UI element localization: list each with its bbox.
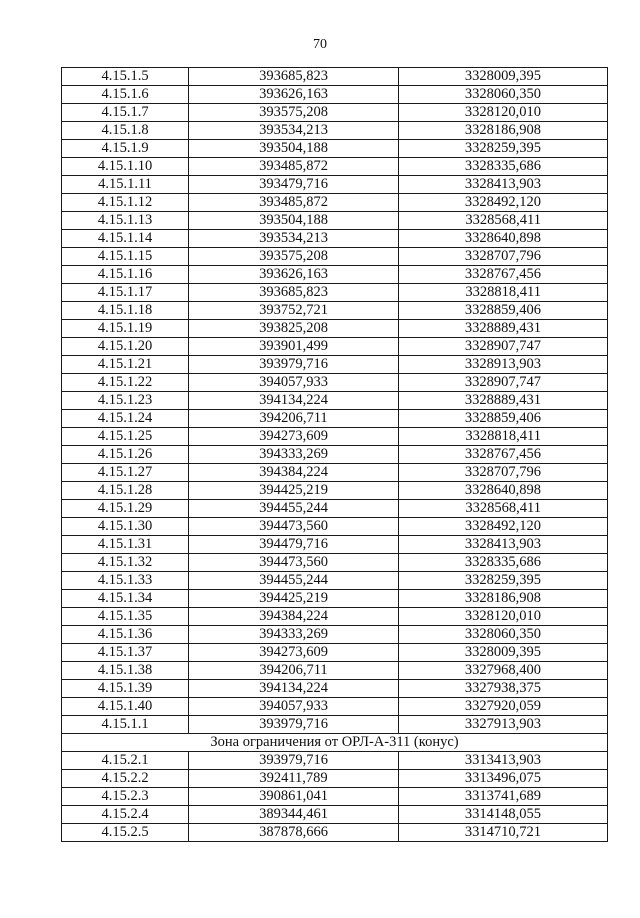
table-row bbox=[62, 806, 608, 824]
x-coordinate-cell: 393979,716 bbox=[189, 716, 399, 734]
point-number-cell: 4.15.1.25 bbox=[62, 428, 189, 446]
table-row bbox=[62, 230, 608, 248]
x-coordinate-cell: 394479,716 bbox=[189, 536, 399, 554]
y-coordinate-cell: 3328568,411 bbox=[399, 212, 608, 230]
point-number-cell: 4.15.1.37 bbox=[62, 644, 189, 662]
x-coordinate-cell: 394384,224 bbox=[189, 464, 399, 482]
table-row bbox=[62, 392, 608, 410]
page-number: 70 bbox=[313, 37, 327, 52]
point-number-cell: 4.15.1.7 bbox=[62, 104, 189, 122]
table-row bbox=[62, 824, 608, 842]
point-number-cell: 4.15.1.33 bbox=[62, 572, 189, 590]
y-coordinate-cell: 3328060,350 bbox=[399, 86, 608, 104]
point-number-cell: 4.15.1.13 bbox=[62, 212, 189, 230]
y-coordinate-cell: 3313413,903 bbox=[399, 752, 608, 770]
point-number-cell: 4.15.2.5 bbox=[62, 824, 189, 842]
y-coordinate-cell: 3328060,350 bbox=[399, 626, 608, 644]
point-number-cell: 4.15.1.10 bbox=[62, 158, 189, 176]
x-coordinate-cell: 390861,041 bbox=[189, 788, 399, 806]
x-coordinate-cell: 393479,716 bbox=[189, 176, 399, 194]
point-number-cell: 4.15.1.38 bbox=[62, 662, 189, 680]
point-number-cell: 4.15.1.11 bbox=[62, 176, 189, 194]
point-number-cell: 4.15.1.6 bbox=[62, 86, 189, 104]
x-coordinate-cell: 394206,711 bbox=[189, 410, 399, 428]
point-number-cell: 4.15.1.18 bbox=[62, 302, 189, 320]
table-row bbox=[62, 338, 608, 356]
table-row bbox=[62, 500, 608, 518]
y-coordinate-cell: 3314148,055 bbox=[399, 806, 608, 824]
point-number-cell: 4.15.1.19 bbox=[62, 320, 189, 338]
x-coordinate-cell: 394057,933 bbox=[189, 698, 399, 716]
x-coordinate-cell: 393575,208 bbox=[189, 248, 399, 266]
y-coordinate-cell: 3328767,456 bbox=[399, 446, 608, 464]
x-coordinate-cell: 394333,269 bbox=[189, 446, 399, 464]
table-row bbox=[62, 122, 608, 140]
y-coordinate-cell: 3327968,400 bbox=[399, 662, 608, 680]
table-row bbox=[62, 626, 608, 644]
y-coordinate-cell: 3328640,898 bbox=[399, 230, 608, 248]
table-row bbox=[62, 518, 608, 536]
table-row bbox=[62, 284, 608, 302]
y-coordinate-cell: 3328818,411 bbox=[399, 428, 608, 446]
point-number-cell: 4.15.1.22 bbox=[62, 374, 189, 392]
y-coordinate-cell: 3328889,431 bbox=[399, 320, 608, 338]
x-coordinate-cell: 393534,213 bbox=[189, 122, 399, 140]
table-row bbox=[62, 554, 608, 572]
y-coordinate-cell: 3328120,010 bbox=[399, 104, 608, 122]
coordinates-table bbox=[61, 67, 608, 842]
point-number-cell: 4.15.1.26 bbox=[62, 446, 189, 464]
table-row bbox=[62, 212, 608, 230]
table-row bbox=[62, 356, 608, 374]
x-coordinate-cell: 393504,188 bbox=[189, 140, 399, 158]
point-number-cell: 4.15.1.24 bbox=[62, 410, 189, 428]
x-coordinate-cell: 393979,716 bbox=[189, 752, 399, 770]
table-row bbox=[62, 194, 608, 212]
table-row bbox=[62, 68, 608, 86]
y-coordinate-cell: 3328913,903 bbox=[399, 356, 608, 374]
x-coordinate-cell: 393575,208 bbox=[189, 104, 399, 122]
table-row bbox=[62, 410, 608, 428]
y-coordinate-cell: 3328907,747 bbox=[399, 338, 608, 356]
x-coordinate-cell: 394455,244 bbox=[189, 500, 399, 518]
point-number-cell: 4.15.1.14 bbox=[62, 230, 189, 248]
x-coordinate-cell: 393485,872 bbox=[189, 194, 399, 212]
point-number-cell: 4.15.1.28 bbox=[62, 482, 189, 500]
y-coordinate-cell: 3327920,059 bbox=[399, 698, 608, 716]
point-number-cell: 4.15.1.31 bbox=[62, 536, 189, 554]
section-heading-row bbox=[62, 734, 608, 752]
x-coordinate-cell: 394134,224 bbox=[189, 392, 399, 410]
x-coordinate-cell: 394473,560 bbox=[189, 554, 399, 572]
y-coordinate-cell: 3328186,908 bbox=[399, 590, 608, 608]
x-coordinate-cell: 392411,789 bbox=[189, 770, 399, 788]
table-row bbox=[62, 770, 608, 788]
point-number-cell: 4.15.1.23 bbox=[62, 392, 189, 410]
point-number-cell: 4.15.2.3 bbox=[62, 788, 189, 806]
table-row bbox=[62, 482, 608, 500]
y-coordinate-cell: 3328907,747 bbox=[399, 374, 608, 392]
point-number-cell: 4.15.1.12 bbox=[62, 194, 189, 212]
table-row bbox=[62, 590, 608, 608]
table-row bbox=[62, 266, 608, 284]
x-coordinate-cell: 393752,721 bbox=[189, 302, 399, 320]
y-coordinate-cell: 3328120,010 bbox=[399, 608, 608, 626]
table-row bbox=[62, 572, 608, 590]
y-coordinate-cell: 3328492,120 bbox=[399, 518, 608, 536]
point-number-cell: 4.15.1.34 bbox=[62, 590, 189, 608]
x-coordinate-cell: 393485,872 bbox=[189, 158, 399, 176]
y-coordinate-cell: 3328335,686 bbox=[399, 554, 608, 572]
point-number-cell: 4.15.1.5 bbox=[62, 68, 189, 86]
x-coordinate-cell: 394473,560 bbox=[189, 518, 399, 536]
table-row bbox=[62, 302, 608, 320]
table-row bbox=[62, 158, 608, 176]
point-number-cell: 4.15.1.40 bbox=[62, 698, 189, 716]
x-coordinate-cell: 394425,219 bbox=[189, 590, 399, 608]
point-number-cell: 4.15.1.1 bbox=[62, 716, 189, 734]
y-coordinate-cell: 3328259,395 bbox=[399, 140, 608, 158]
point-number-cell: 4.15.2.1 bbox=[62, 752, 189, 770]
x-coordinate-cell: 393534,213 bbox=[189, 230, 399, 248]
table-row bbox=[62, 716, 608, 734]
x-coordinate-cell: 394384,224 bbox=[189, 608, 399, 626]
y-coordinate-cell: 3328767,456 bbox=[399, 266, 608, 284]
point-number-cell: 4.15.1.30 bbox=[62, 518, 189, 536]
table-row bbox=[62, 662, 608, 680]
x-coordinate-cell: 394273,609 bbox=[189, 428, 399, 446]
table-row bbox=[62, 788, 608, 806]
y-coordinate-cell: 3328818,411 bbox=[399, 284, 608, 302]
x-coordinate-cell: 393685,823 bbox=[189, 68, 399, 86]
table-row bbox=[62, 464, 608, 482]
y-coordinate-cell: 3313741,689 bbox=[399, 788, 608, 806]
y-coordinate-cell: 3313496,075 bbox=[399, 770, 608, 788]
y-coordinate-cell: 3328009,395 bbox=[399, 68, 608, 86]
y-coordinate-cell: 3327938,375 bbox=[399, 680, 608, 698]
point-number-cell: 4.15.1.36 bbox=[62, 626, 189, 644]
x-coordinate-cell: 389344,461 bbox=[189, 806, 399, 824]
x-coordinate-cell: 393626,163 bbox=[189, 266, 399, 284]
y-coordinate-cell: 3328492,120 bbox=[399, 194, 608, 212]
y-coordinate-cell: 3328259,395 bbox=[399, 572, 608, 590]
x-coordinate-cell: 394057,933 bbox=[189, 374, 399, 392]
coordinates-table-body bbox=[62, 68, 608, 842]
point-number-cell: 4.15.1.32 bbox=[62, 554, 189, 572]
point-number-cell: 4.15.1.20 bbox=[62, 338, 189, 356]
table-row bbox=[62, 536, 608, 554]
point-number-cell: 4.15.1.21 bbox=[62, 356, 189, 374]
y-coordinate-cell: 3327913,903 bbox=[399, 716, 608, 734]
y-coordinate-cell: 3328707,796 bbox=[399, 464, 608, 482]
y-coordinate-cell: 3328859,406 bbox=[399, 302, 608, 320]
y-coordinate-cell: 3328335,686 bbox=[399, 158, 608, 176]
x-coordinate-cell: 393504,188 bbox=[189, 212, 399, 230]
y-coordinate-cell: 3328889,431 bbox=[399, 392, 608, 410]
point-number-cell: 4.15.2.2 bbox=[62, 770, 189, 788]
x-coordinate-cell: 394455,244 bbox=[189, 572, 399, 590]
table-row bbox=[62, 374, 608, 392]
table-row bbox=[62, 104, 608, 122]
x-coordinate-cell: 393901,499 bbox=[189, 338, 399, 356]
table-row bbox=[62, 752, 608, 770]
y-coordinate-cell: 3328640,898 bbox=[399, 482, 608, 500]
x-coordinate-cell: 387878,666 bbox=[189, 824, 399, 842]
point-number-cell: 4.15.1.17 bbox=[62, 284, 189, 302]
point-number-cell: 4.15.1.9 bbox=[62, 140, 189, 158]
point-number-cell: 4.15.1.27 bbox=[62, 464, 189, 482]
table-row bbox=[62, 698, 608, 716]
point-number-cell: 4.15.1.29 bbox=[62, 500, 189, 518]
y-coordinate-cell: 3328009,395 bbox=[399, 644, 608, 662]
point-number-cell: 4.15.1.15 bbox=[62, 248, 189, 266]
x-coordinate-cell: 393979,716 bbox=[189, 356, 399, 374]
y-coordinate-cell: 3328707,796 bbox=[399, 248, 608, 266]
table-row bbox=[62, 248, 608, 266]
x-coordinate-cell: 393685,823 bbox=[189, 284, 399, 302]
x-coordinate-cell: 394134,224 bbox=[189, 680, 399, 698]
point-number-cell: 4.15.1.8 bbox=[62, 122, 189, 140]
x-coordinate-cell: 393626,163 bbox=[189, 86, 399, 104]
point-number-cell: 4.15.1.35 bbox=[62, 608, 189, 626]
table-row bbox=[62, 644, 608, 662]
y-coordinate-cell: 3314710,721 bbox=[399, 824, 608, 842]
table-row bbox=[62, 446, 608, 464]
table-row bbox=[62, 86, 608, 104]
x-coordinate-cell: 394206,711 bbox=[189, 662, 399, 680]
x-coordinate-cell: 393825,208 bbox=[189, 320, 399, 338]
table-row bbox=[62, 320, 608, 338]
table-row bbox=[62, 608, 608, 626]
table-row bbox=[62, 176, 608, 194]
y-coordinate-cell: 3328186,908 bbox=[399, 122, 608, 140]
y-coordinate-cell: 3328859,406 bbox=[399, 410, 608, 428]
point-number-cell: 4.15.2.4 bbox=[62, 806, 189, 824]
table-row bbox=[62, 680, 608, 698]
y-coordinate-cell: 3328413,903 bbox=[399, 176, 608, 194]
y-coordinate-cell: 3328568,411 bbox=[399, 500, 608, 518]
y-coordinate-cell: 3328413,903 bbox=[399, 536, 608, 554]
section-heading: Зона ограничения от ОРЛ-А-311 (конус) bbox=[62, 734, 608, 752]
point-number-cell: 4.15.1.39 bbox=[62, 680, 189, 698]
x-coordinate-cell: 394273,609 bbox=[189, 644, 399, 662]
table-row bbox=[62, 140, 608, 158]
x-coordinate-cell: 394425,219 bbox=[189, 482, 399, 500]
x-coordinate-cell: 394333,269 bbox=[189, 626, 399, 644]
point-number-cell: 4.15.1.16 bbox=[62, 266, 189, 284]
table-row bbox=[62, 428, 608, 446]
